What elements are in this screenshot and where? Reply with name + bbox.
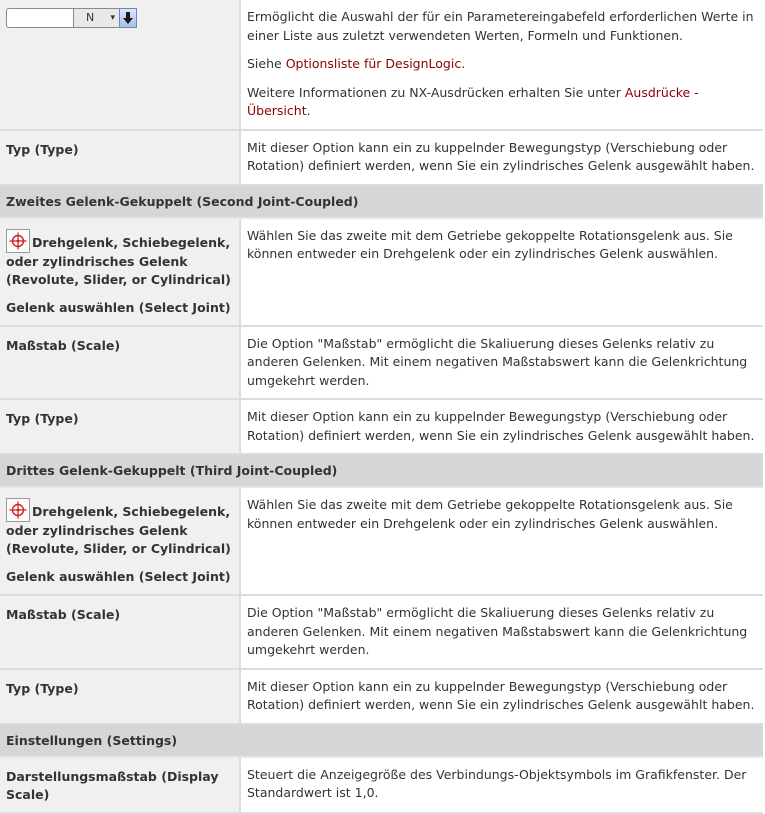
unit-select-value: N — [86, 11, 95, 24]
widget-desc-2: Siehe Optionsliste für DesignLogic. — [247, 56, 466, 71]
select-joint-label: Gelenk auswählen (Select Joint) — [6, 569, 231, 584]
joint-type-label: Drehgelenk, Schiebegelenk, oder zylindrisches Gelenk (Revolute, Slider, or Cylindrical) — [6, 504, 231, 556]
table-row — [0, 757, 763, 813]
value-input[interactable] — [6, 8, 74, 28]
type-description: Mit dieser Option kann ein zu kuppelnder Bewegungstyp (Verschiebung oder Rotation) definiert werden, wenn Sie ein zylindrisches Gelenk ausgewählt haben. — [240, 669, 763, 724]
section-header — [0, 724, 763, 757]
section-header — [0, 185, 763, 218]
expressions-overview-link[interactable]: Ausdrücke - Übersicht — [247, 84, 699, 118]
table-row — [0, 218, 763, 326]
table-row — [0, 487, 763, 595]
table-row — [0, 595, 763, 669]
select-joint-icon[interactable] — [6, 229, 30, 253]
unit-select[interactable] — [73, 8, 120, 28]
options-menu-button[interactable] — [119, 8, 137, 28]
table-row — [0, 130, 763, 185]
joint-label-cell — [0, 218, 240, 326]
widget-desc-3: Weitere Informationen zu NX-Ausdrücken erhalten Sie unter Ausdrücke - Übersicht. — [247, 84, 699, 118]
scale-description: Die Option "Maßstab" ermöglicht die Skaliuerung dieses Gelenks relativ zu anderen Gelenken. Mit einem negativen Maßstabswert kann die Gelenkrichtung umgekehrt werden. — [240, 326, 763, 400]
type-label: Typ (Type) — [0, 669, 240, 724]
scale-description: Die Option "Maßstab" ermöglicht die Skaliuerung dieses Gelenks relativ zu anderen Gelenken. Mit einem negativen Maßstabswert kann die Gelenkrichtung umgekehrt werden. — [240, 595, 763, 669]
joint-type-label: Drehgelenk, Schiebegelenk, oder zylindrisches Gelenk (Revolute, Slider, or Cylindrical) — [6, 234, 231, 287]
select-joint-icon[interactable] — [6, 498, 30, 522]
arrow-down-icon — [120, 9, 136, 27]
widget-description — [240, 0, 763, 130]
type-description: Mit dieser Option kann ein zu kuppelnder Bewegungstyp (Verschiebung oder Rotation) definiert werden, wenn Sie ein zylindrisches Gelenk ausgewählt haben. — [240, 130, 763, 185]
table-row — [0, 399, 763, 454]
type-label: Typ (Type) — [0, 399, 240, 454]
table-row — [0, 0, 763, 130]
scale-label: Maßstab (Scale) — [0, 326, 240, 400]
table-row — [0, 326, 763, 400]
expression-widget — [6, 8, 134, 28]
section-title-third-joint: Drittes Gelenk-Gekuppelt (Third Joint-Coupled) — [0, 454, 763, 487]
widget-cell — [0, 0, 240, 130]
joint-label-cell — [0, 487, 240, 595]
display-scale-label: Darstellungsmaßstab (Display Scale) — [0, 757, 240, 813]
select-joint-label: Gelenk auswählen (Select Joint) — [6, 299, 231, 315]
display-scale-description: Steuert die Anzeigegröße des Verbindungs-Objektsymbols im Grafikfenster. Der Standardwert ist 1,0. — [240, 757, 763, 813]
widget-desc-1: Ermöglicht die Auswahl der für ein Parametereingabefeld erforderlichen Werte in einer Liste aus zuletzt verwendeten Werten, Formeln und Funktionen. — [247, 9, 754, 43]
chevron-down-icon: ▾ — [110, 13, 115, 23]
type-description: Mit dieser Option kann ein zu kuppelnder Bewegungstyp (Verschiebung oder Rotation) definiert werden, wenn Sie ein zylindrisches Gelenk ausgewählt haben. — [240, 399, 763, 454]
type-label: Typ (Type) — [0, 130, 240, 185]
section-title-second-joint: Zweites Gelenk-Gekuppelt (Second Joint-Coupled) — [0, 185, 763, 218]
section-title-settings: Einstellungen (Settings) — [0, 724, 763, 757]
joint-description: Wählen Sie das zweite mit dem Getriebe gekoppelte Rotationsgelenk aus. Sie können entweder ein Drehgelenk oder ein zylindrisches Gelenk auswählen. — [240, 218, 763, 326]
table-row — [0, 669, 763, 724]
designlogic-link[interactable]: Optionsliste für DesignLogic — [285, 56, 462, 71]
scale-label: Maßstab (Scale) — [0, 595, 240, 669]
joint-description: Wählen Sie das zweite mit dem Getriebe gekoppelte Rotationsgelenk aus. Sie können entweder ein Drehgelenk oder ein zylindrisches Gelenk auswählen. — [240, 487, 763, 595]
section-header — [0, 454, 763, 487]
